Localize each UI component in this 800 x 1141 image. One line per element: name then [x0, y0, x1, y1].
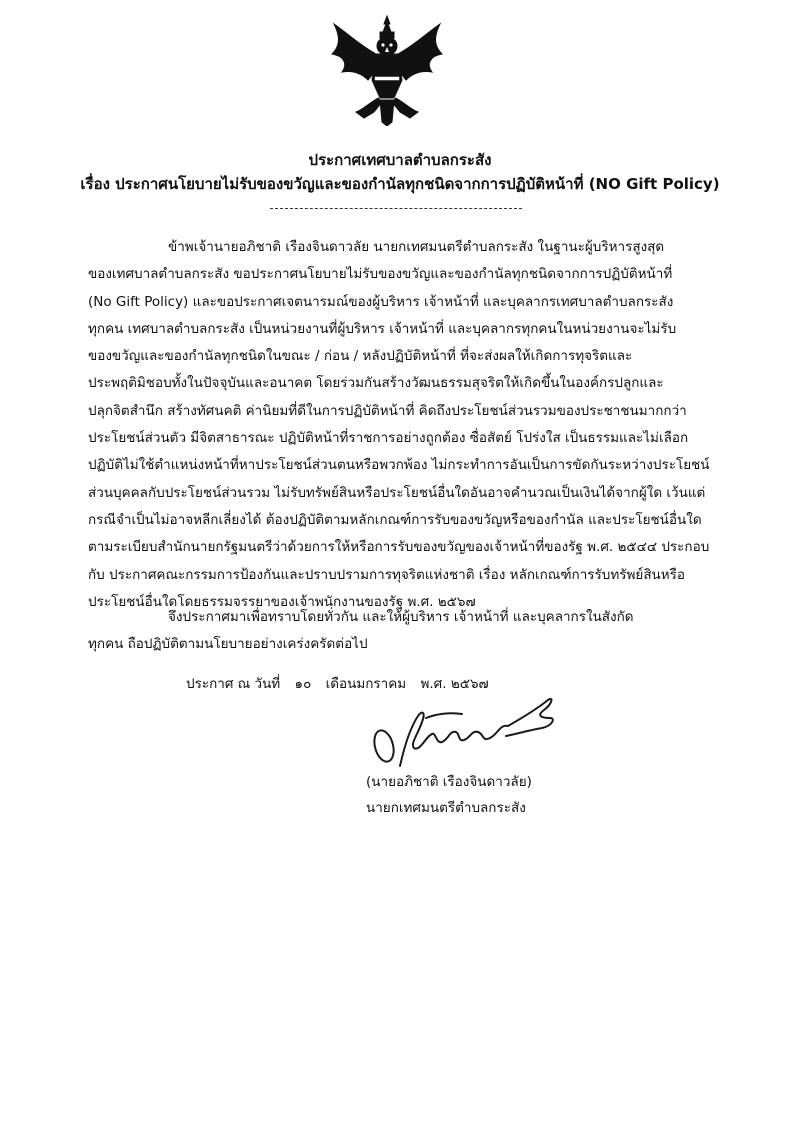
date-day: ๑๐	[294, 676, 312, 692]
closing-line: จึงประกาศมาเพื่อทราบโดยทั่วกัน และให้ผู้บริหาร เจ้าหน้าที่ และบุคลากรในสังกัด	[168, 609, 634, 625]
date-prefix: ประกาศ ณ วันที่	[186, 676, 281, 692]
handwritten-signature	[366, 688, 566, 778]
body-line: ประพฤติมิชอบทั้งในปัจจุบันและอนาคต โดยร่วมกันสร้างวัฒนธรรมสุจริตให้เกิดขึ้นในองค์กรปลูกและ	[88, 375, 664, 392]
body-line: กับ ประกาศคณะกรรมการป้องกันและปราบปรามการทุจริตแห่งชาติ เรื่อง หลักเกณฑ์การรับทรัพย์สินหรือ	[88, 566, 686, 583]
title-divider	[270, 208, 522, 209]
date-month: เดือนมกราคม	[325, 676, 407, 692]
body-line: ปลุกจิตสำนึก สร้างทัศนคติ ค่านิยมที่ดีในการปฏิบัติหน้าที่ คิดถึงประโยชน์ส่วนรวมของประชาชนมากกว่า	[88, 402, 687, 419]
body-line: ข้าพเจ้านายอภิชาติ เรืองจินดาวลัย นายกเทศมนตรีตำบลกระสัง ในฐานะผู้บริหารสูงสุด	[168, 239, 665, 255]
signatory-name: (นายอภิชาติ เรืองจินดาวลัย)	[366, 774, 532, 790]
body-line: ทุกคน เทศบาลตำบลกระสัง เป็นหน่วยงานที่ผู้บริหาร เจ้าหน้าที่ และบุคลากรทุกคนในหน่วยงานจะไม่รับ	[88, 320, 677, 337]
body-line: ของเทศบาลตำบลกระสัง ขอประกาศนโยบายไม่รับของขวัญและของกำนัลทุกชนิดจากการปฏิบัติหน้าที่	[88, 266, 673, 283]
body-line: ประโยชน์ส่วนตัว มีจิตสาธารณะ ปฏิบัติหน้าที่ราชการอย่างถูกต้อง ซื่อสัตย์ โปร่งใส เป็นธรรมและไม่เลือก	[88, 430, 689, 447]
body-line: ของขวัญและของกำนัลทุกชนิดในขณะ / ก่อน / หลังปฏิบัติหน้าที่ ที่จะส่งผลให้เกิดการทุจริตและ	[88, 348, 633, 365]
garuda-emblem-icon	[328, 14, 446, 126]
body-line: ตามระเบียบสำนักนายกรัฐมนตรีว่าด้วยการให้หรือการรับของขวัญของเจ้าหน้าที่ของรัฐ พ.ศ. ๒๕๔๔ ประกอบ	[88, 539, 710, 556]
document-subject: เรื่อง ประกาศนโยบายไม่รับของขวัญและของกำนัลทุกชนิดจากการปฏิบัติหน้าที่ (NO Gift Policy)	[80, 175, 720, 193]
body-line: กรณีจำเป็นไม่อาจหลีกเลี่ยงได้ ต้องปฏิบัติตามหลักเกณฑ์การรับของขวัญหรือของกำนัล และประโยชน์อื่นใด	[88, 511, 702, 528]
body-paragraph	[88, 234, 712, 616]
closing-line: ทุกคน ถือปฏิบัติตามนโยบายอย่างเคร่งครัดต่อไป	[88, 636, 368, 652]
body-line: ส่วนบุคคลกับประโยชน์ส่วนรวม ไม่รับทรัพย์สินหรือประโยชน์อื่นใดอันอาจคำนวณเป็นเงินได้จากผู้ใด เว้นแต่	[88, 484, 706, 501]
body-line: (No Gift Policy) และขอประกาศเจตนารมณ์ของผู้บริหาร เจ้าหน้าที่ และบุคลากรเทศบาลตำบลกระสัง	[88, 293, 674, 310]
org-title: ประกาศเทศบาลตำบลกระสัง	[308, 151, 492, 169]
date-year: พ.ศ. ๒๕๖๗	[420, 676, 489, 692]
signatory-position: นายกเทศมนตรีตำบลกระสัง	[366, 800, 526, 816]
closing-paragraph	[88, 604, 712, 658]
body-line: ประโยชน์อื่นใดโดยธรรมจรรยาของเจ้าพนักงานของรัฐ พ.ศ. ๒๕๖๗	[88, 593, 476, 610]
body-line: ปฏิบัติไม่ใช้ตำแหน่งหน้าที่หาประโยชน์ส่วนตนหรือพวกพ้อง ไม่กระทำการอันเป็นการขัดกันระหว่างประโยชน์	[88, 457, 710, 474]
